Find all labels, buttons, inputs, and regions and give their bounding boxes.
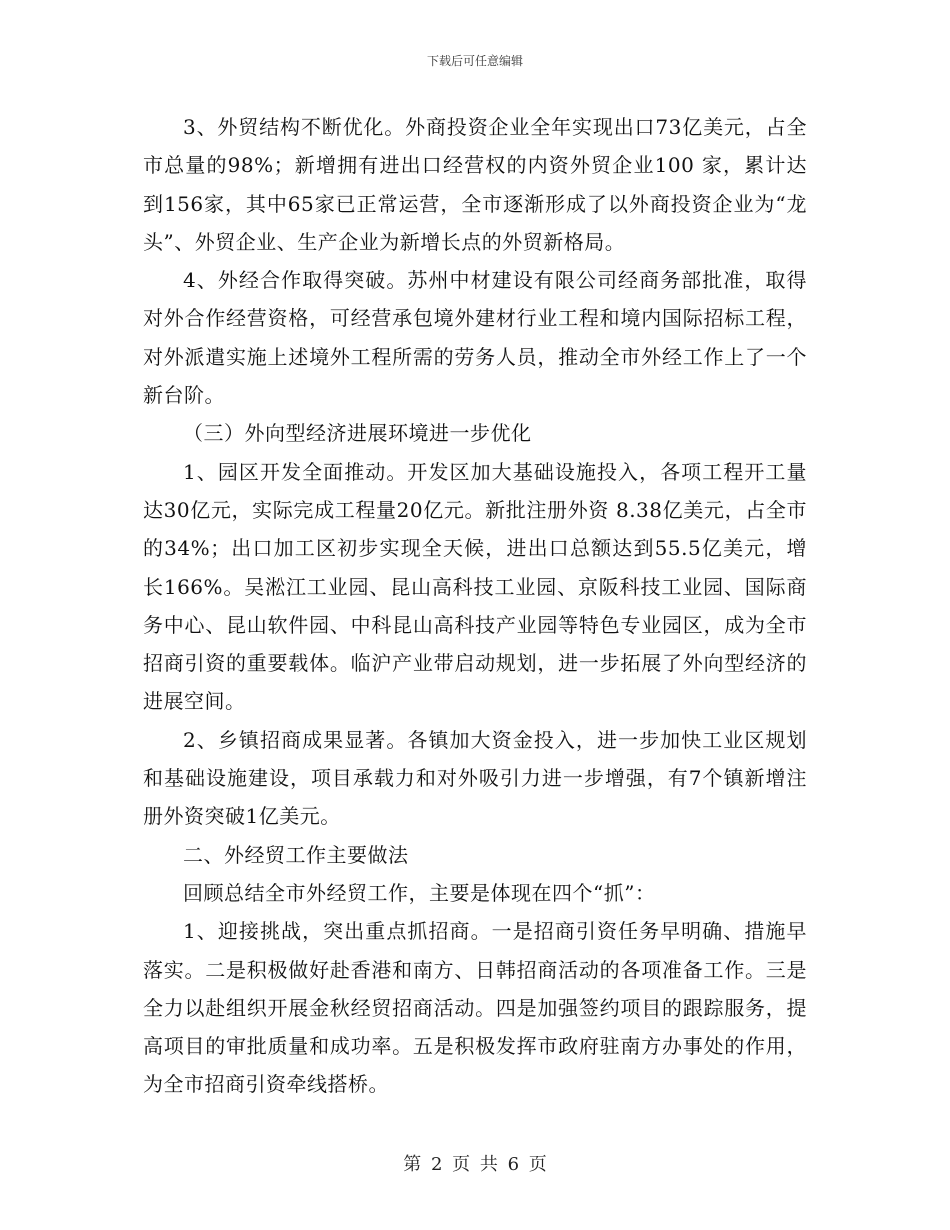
paragraph-township-investment: 2、乡镇招商成果显著。各镇加大资金投入，进一步加快工业区规划和基础设施建设，项目承载力和对外吸引力进一步增强，有7个镇新增注册外资突破1亿美元。 <box>143 727 807 829</box>
paragraph-investment-attraction: 1、迎接挑战，突出重点抓招商。一是招商引资任务早明确、措施早落实。二是积极做好赴香港和南方、日韩招商活动的各项准备工作。三是全力以赴组织开展金秋经贸招商活动。四是加强签约项目的跟踪服务，提高项目的审批质量和成功率。五是积极发挥市政府驻南方办事处的作用，为全市招商引资牵线搭桥。 <box>143 919 807 1097</box>
section-heading-practices: 二、外经贸工作主要做法 <box>183 842 409 867</box>
page-header: 下载后可任意编辑 <box>426 54 523 68</box>
section-heading-environment: （三）外向型经济进展环境进一步优化 <box>183 421 532 446</box>
paragraph-park-development: 1、园区开发全面推动。开发区加大基础设施投入，各项工程开工量达30亿元，实际完成工程量20亿元。新批注册外资 8.38亿美元，占全市的34%；出口加工区初步实现全天候，进出口总额达到55.5亿美元，增长166%。吴淞江工业园、昆山高科技工业园、京阪科技工业园、国际商务中心、昆山软件园、中科昆山高科技产业园等特色专业园区，成为全市招商引资的重要载体。临沪产业带启动规划，进一步拓展了外向型经济的进展空间。 <box>143 459 807 714</box>
paragraph-foreign-trade-structure: 3、外贸结构不断优化。外商投资企业全年实现出口73亿美元，占全市总量的98%；新增拥有进出口经营权的内资外贸企业100 家，累计达到156家，其中65家已正常运营，全市逐渐形成了以外商投资企业为“龙头”、外贸企业、生产企业为新增长点的外贸新格局。 <box>143 115 807 254</box>
page-footer: 第 2 页 共 6 页 <box>403 1154 547 1175</box>
document-body <box>143 108 807 1104</box>
paragraph-review-summary: 回顾总结全市外经贸工作，主要是体现在四个“抓”： <box>183 880 656 905</box>
paragraph-foreign-economic-cooperation: 4、外经合作取得突破。苏州中材建设有限公司经商务部批准，取得对外合作经营资格，可经营承包境外建材行业工程和境内国际招标工程，对外派遣实施上述境外工程所需的劳务人员，推动全市外经工作上了一个新台阶。 <box>143 268 807 408</box>
